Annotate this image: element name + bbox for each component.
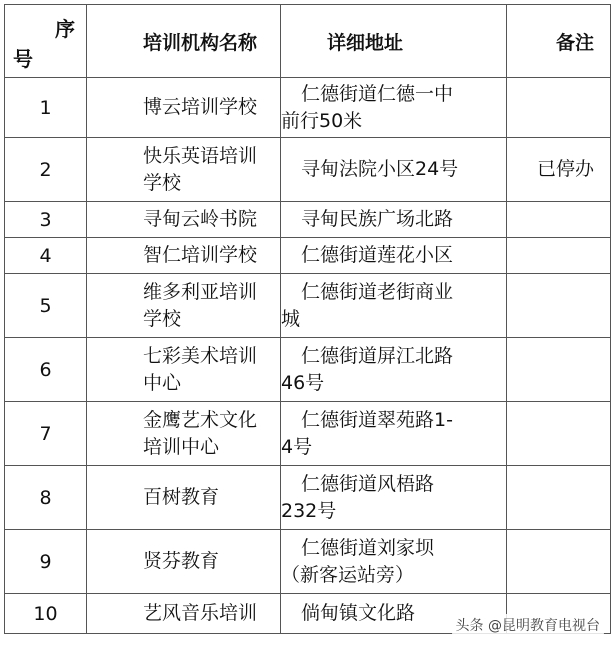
table-row [5,202,611,238]
row-seq: 7 [5,402,87,466]
row-note [507,78,611,138]
institution-table [4,4,611,634]
row-name [87,202,281,238]
row-address [281,530,507,594]
row-address [281,138,507,202]
row-address-line: 仁德街道风梧路 [301,472,435,495]
row-name-line: 金鹰艺术文化 [143,408,258,431]
row-note [507,466,611,530]
table-row [5,138,611,202]
row-seq: 6 [5,338,87,402]
row-seq: 10 [5,594,87,634]
row-note [507,338,611,402]
row-seq: 1 [5,78,87,138]
table-row [5,530,611,594]
row-name [87,594,281,634]
row-address-line: 仁德街道翠苑路1- [301,408,453,431]
row-address-line: 232号 [281,499,337,522]
header-row [5,5,611,78]
row-address-line: 46号 [281,371,325,394]
row-note [507,530,611,594]
row-seq: 4 [5,238,87,274]
row-name [87,530,281,594]
header-seq [5,5,87,78]
row-name-line: 智仁培训学校 [143,244,258,266]
table-row [5,78,611,138]
row-address [281,402,507,466]
row-address-line: 仁德街道刘家坝 [301,536,435,559]
row-address-line: 前行50米 [281,109,363,132]
row-address [281,466,507,530]
row-address-line: 寻甸法院小区24号 [301,158,459,180]
row-name [87,138,281,202]
row-name-line: 艺风音乐培训 [143,602,258,624]
table-row [5,238,611,274]
row-address-line: 4号 [281,435,313,458]
header-seq-top: 序 [55,17,75,41]
table-row [5,466,611,530]
row-address-line: 仁德街道老街商业 [301,280,454,303]
header-seq-bottom: 号 [13,47,33,71]
table-row [5,402,611,466]
row-note [507,238,611,274]
row-name [87,338,281,402]
row-address-line: 仁德街道莲花小区 [301,244,454,266]
table-row [5,274,611,338]
row-name-line: 中心 [143,371,182,394]
row-name-line: 维多利亚培训 [143,280,258,303]
row-name-line: 培训中心 [143,435,220,458]
row-address-line: 仁德街道仁德一中 [301,82,454,105]
row-seq: 2 [5,138,87,202]
row-seq: 3 [5,202,87,238]
row-address [281,202,507,238]
row-note [507,274,611,338]
row-note [507,202,611,238]
row-address-line: 寻甸民族广场北路 [301,208,454,230]
watermark: 头条 @昆明教育电视台 [452,614,604,636]
row-name-line: 贤芬教育 [143,550,220,572]
row-seq: 9 [5,530,87,594]
row-address [281,238,507,274]
row-name-line: 百树教育 [143,486,220,508]
row-name [87,274,281,338]
header-note: 备注 [507,5,611,78]
row-address-line: 仁德街道屏江北路 [301,344,454,367]
table-row [5,338,611,402]
row-name [87,238,281,274]
row-name-line: 七彩美术培训 [143,344,258,367]
row-name [87,78,281,138]
row-address-line: （新客运站旁） [281,563,415,586]
row-name-line: 学校 [143,307,182,330]
row-name-line: 学校 [143,171,182,194]
row-address-line: 倘甸镇文化路 [301,602,416,624]
row-note: 已停办 [507,138,611,202]
row-address [281,274,507,338]
row-seq: 5 [5,274,87,338]
row-name [87,466,281,530]
row-name-line: 快乐英语培训 [143,144,258,167]
row-address [281,78,507,138]
header-name: 培训机构名称 [87,5,281,78]
row-address [281,338,507,402]
row-address-line: 城 [281,307,301,330]
row-note [507,402,611,466]
row-name-line: 博云培训学校 [143,96,258,118]
header-address: 详细地址 [281,5,507,78]
row-name-line: 寻甸云岭书院 [143,208,258,230]
row-name [87,402,281,466]
row-seq: 8 [5,466,87,530]
